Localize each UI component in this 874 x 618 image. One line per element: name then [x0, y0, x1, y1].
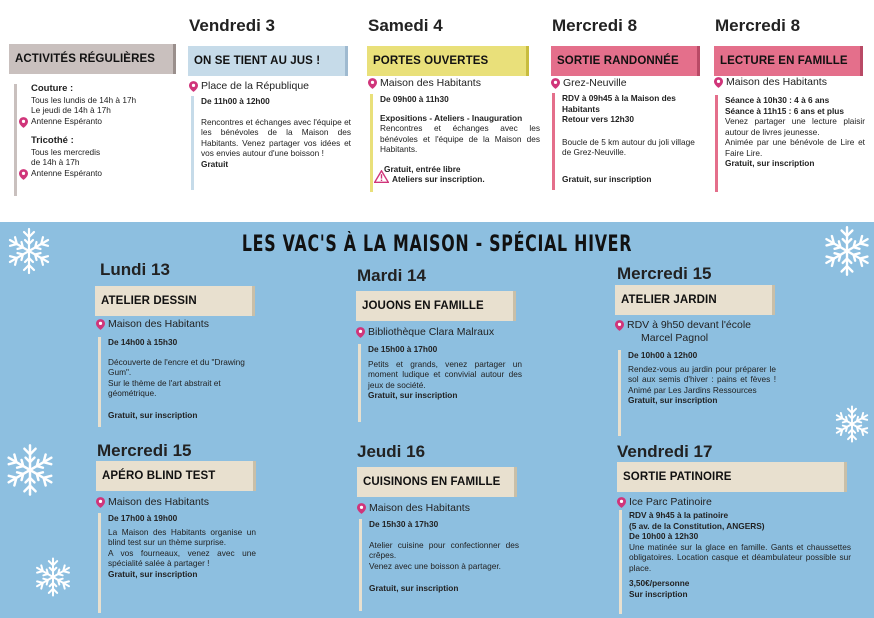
- event-time: De 17h00 à 19h00: [108, 513, 178, 523]
- event-label: JOUONS EN FAMILLE: [356, 291, 516, 321]
- event-description: Rencontres et échanges avec l'équipe et les bénévoles de la Maison des Habitants. Venez partager vos idées et vos envies autour d'une boisson !: [201, 116, 351, 158]
- event-location-line-2: Marcel Pagnol: [641, 332, 709, 344]
- event-label: ATELIER JARDIN: [615, 285, 775, 315]
- snowflake-icon: [832, 404, 872, 444]
- location-pin-icon: [96, 319, 105, 330]
- event-details: [618, 350, 776, 436]
- event-location-line-1: RDV à 9h50 devant l'école: [627, 319, 752, 331]
- event-details: [370, 94, 540, 192]
- location-pin-icon: [356, 327, 365, 338]
- event-description-2: Sur le thème de l'art abstrait et géométrique.: [108, 377, 221, 398]
- event-subtitle: Expositions - Ateliers - Inauguration: [380, 112, 523, 123]
- session-1: Séance à 10h30 : 4 à 6 ans: [725, 95, 830, 105]
- location-pin-icon: [357, 503, 366, 514]
- event-label: LECTURE EN FAMILLE: [714, 46, 863, 76]
- event-description: Petits et grands, venez partager un moment ludique et convivial autour des jeux de société.: [368, 358, 522, 390]
- tricot-line-2: de 14h à 17h: [31, 157, 80, 167]
- location-pin-icon: [19, 117, 28, 128]
- event-address: (5 av. de la Constitution, ANGERS): [629, 520, 765, 531]
- event-description-2: A vos fourneaux, venez avec une spécialité salée à partager !: [108, 547, 256, 568]
- day-heading: Vendredi 17: [617, 442, 713, 461]
- event-details: [715, 95, 865, 192]
- warning-icon: [374, 170, 389, 183]
- event-details: [98, 513, 256, 613]
- event-description: Rendez-vous au jardin pour préparer le sol aux semis d'hiver : pains et fèves ! Animé par Les Jardins Ressources: [628, 363, 776, 395]
- day-heading: Mercredi 15: [617, 264, 712, 283]
- event-description: Découverte de l'encre et du "Drawing Gum".: [108, 356, 245, 377]
- event-details: [359, 519, 519, 611]
- tricot-line-1: Tous les mercredis: [31, 146, 101, 157]
- snowflake-icon: [4, 226, 54, 276]
- couture-place: Antenne Espéranto: [31, 116, 174, 127]
- event-label: APÉRO BLIND TEST: [96, 461, 256, 491]
- event-description: Une matinée sur la glace en famille. Gants et chaussettes obligatoires. Location casque et déambulateur possible sur place.: [629, 541, 851, 573]
- event-label: SORTIE PATINOIRE: [617, 462, 847, 492]
- tricot-title: Tricothé :: [31, 135, 74, 146]
- event-location: Maison des Habitants: [96, 318, 209, 331]
- location-pin-icon: [615, 320, 624, 331]
- event-details: [358, 344, 522, 422]
- event-time: De 10h00 à 12h00: [628, 350, 698, 360]
- event-location: Maison des Habitants: [368, 77, 481, 90]
- event-location: [615, 319, 775, 345]
- event-description: Rencontres et échanges avec les bénévoles et l'équipe de la Maison des Habitants.: [380, 123, 540, 154]
- day-heading: Mercredi 8: [715, 16, 801, 35]
- event-description-2: Venez avec une boisson à partager.: [369, 560, 501, 571]
- regular-activities-label: ACTIVITÉS RÉGULIÈRES: [9, 44, 176, 74]
- event-price: Gratuit, sur inscription: [628, 395, 718, 405]
- event-time: De 15h30 à 17h30: [369, 519, 439, 529]
- event-details: [191, 96, 351, 190]
- event-location: Grez-Neuville: [551, 77, 627, 90]
- event-description: Atelier cuisine pour confectionner des crêpes.: [369, 539, 519, 560]
- day-heading: Samedi 4: [368, 16, 443, 35]
- event-details: [98, 337, 258, 427]
- event-location: Bibliothèque Clara Malraux: [356, 326, 494, 339]
- event-description: Venez partager une lecture plaisir autour de livres jeunesse.: [725, 116, 865, 137]
- event-location: Maison des Habitants: [96, 496, 209, 509]
- session-2: Séance à 11h15 : 6 ans et plus: [725, 105, 844, 116]
- location-pin-icon: [368, 78, 377, 89]
- event-price: Gratuit: [201, 158, 229, 169]
- event-location: Maison des Habitants: [714, 76, 827, 89]
- location-pin-icon: [189, 81, 198, 92]
- event-price: Sur inscription: [629, 588, 688, 599]
- event-location: Maison des Habitants: [357, 502, 470, 515]
- event-description: Boucle de 5 km autour du joli village de Grez-Neuville.: [562, 136, 695, 157]
- event-price: Gratuit, sur inscription: [108, 568, 198, 579]
- event-label: ON SE TIENT AU JUS !: [188, 46, 348, 76]
- event-rdv: RDV à 9h45 à la patinoire: [629, 510, 729, 520]
- day-heading: Mercredi 15: [97, 441, 192, 460]
- location-pin-icon: [617, 497, 626, 508]
- event-rdv-line-2: Habitants: [562, 103, 600, 114]
- event-price: Gratuit, sur inscription: [562, 173, 652, 184]
- event-time: De 15h00 à 17h00: [368, 344, 438, 354]
- day-heading: Mercredi 8: [552, 16, 638, 35]
- event-description-2: Animée par une bénévole de Lire et Faire Lire.: [725, 137, 865, 158]
- location-pin-icon: [19, 169, 28, 180]
- event-label: PORTES OUVERTES: [367, 46, 529, 76]
- event-time: De 10h00 à 12h30: [629, 531, 699, 541]
- event-rdv-line-1: RDV à 09h45 à la Maison des: [562, 93, 676, 103]
- location-pin-icon: [96, 497, 105, 508]
- location-pin-icon: [714, 77, 723, 88]
- section-title: LES VAC'S À LA MAISON - SPÉCIAL HIVER: [241, 232, 633, 257]
- regular-activities-details: [14, 84, 174, 196]
- couture-title: Couture :: [31, 83, 74, 94]
- snowflake-icon: [820, 224, 874, 278]
- snowflake-icon: [32, 556, 74, 598]
- event-details: [552, 93, 700, 190]
- event-location: Ice Parc Patinoire: [617, 496, 712, 509]
- snowflake-icon: [2, 442, 58, 498]
- location-pin-icon: [551, 78, 560, 89]
- event-warning: Ateliers sur inscription.: [380, 174, 540, 185]
- day-heading: Vendredi 3: [189, 16, 275, 35]
- event-price: Gratuit, sur inscription: [108, 409, 198, 420]
- event-label: SORTIE RANDONNÉE: [551, 46, 700, 76]
- event-time: De 11h00 à 12h00: [201, 96, 270, 106]
- event-price-amount: 3,50€/personne: [629, 578, 690, 588]
- event-return: Retour vers 12h30: [562, 114, 634, 124]
- day-heading: Mardi 14: [357, 266, 426, 285]
- event-price: Gratuit, entrée libre: [384, 163, 461, 174]
- event-price: Gratuit, sur inscription: [369, 583, 459, 593]
- top-section: [0, 0, 874, 222]
- event-time: De 09h00 à 11h30: [380, 94, 449, 104]
- event-time: De 14h00 à 15h30: [108, 337, 178, 347]
- event-label: ATELIER DESSIN: [95, 286, 255, 316]
- event-location: Place de la République: [189, 80, 309, 93]
- couture-line-2: Le jeudi de 14h à 17h: [31, 105, 111, 115]
- tricot-place: Antenne Espéranto: [31, 168, 174, 179]
- event-price: Gratuit, sur inscription: [368, 390, 458, 400]
- event-description: La Maison des Habitants organise un blind test sur un thème surprise.: [108, 526, 256, 547]
- event-label: CUISINONS EN FAMILLE: [357, 467, 517, 497]
- event-price: Gratuit, sur inscription: [725, 158, 815, 168]
- day-heading: Lundi 13: [100, 260, 170, 279]
- couture-line-1: Tous les lundis de 14h à 17h: [31, 94, 137, 105]
- day-heading: Jeudi 16: [357, 442, 426, 461]
- event-details: [619, 510, 851, 614]
